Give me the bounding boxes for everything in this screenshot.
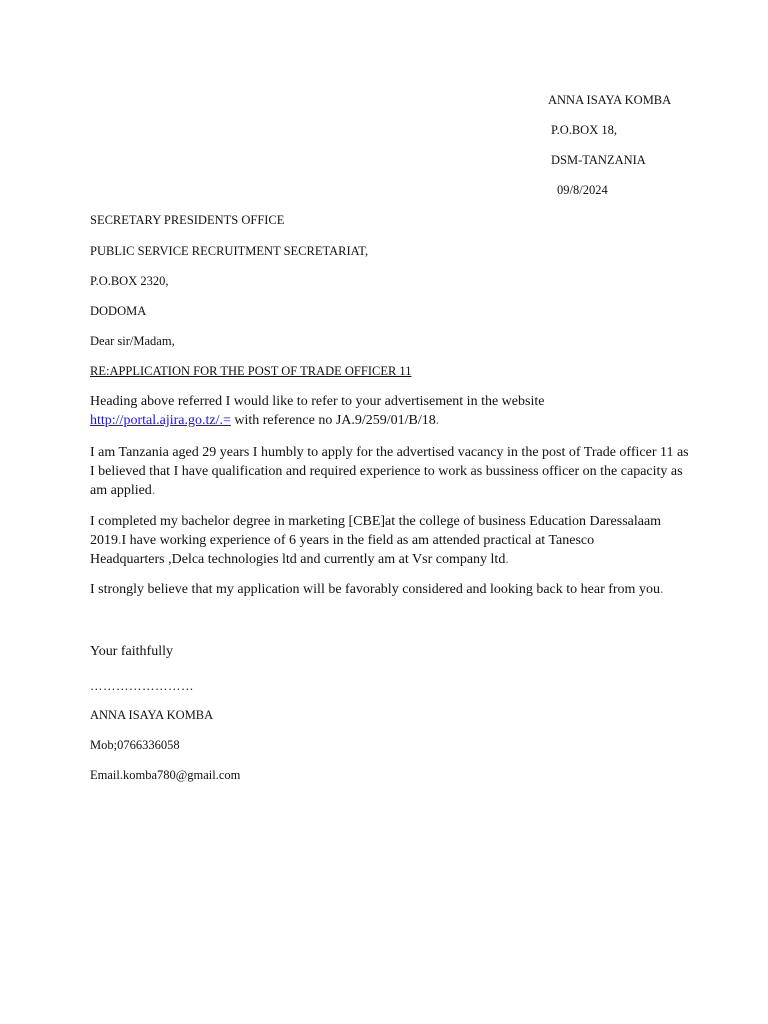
closing: Your faithfully [90, 644, 173, 659]
signature-name: ANNA ISAYA KOMBA [90, 708, 214, 722]
paragraph-3 [90, 512, 670, 569]
signature-mobile: Mob;0766336058 [90, 738, 180, 752]
paragraph-2 [90, 443, 690, 500]
portal-link[interactable]: http://portal.ajira.go.tz/.= [90, 413, 231, 428]
salutation: Dear sir/Madam, [90, 334, 175, 348]
recipient-city: DODOMA [90, 304, 147, 318]
sender-pobox: P.O.BOX 18, [551, 123, 617, 137]
paragraph-3-mid-period: . [118, 533, 122, 548]
paragraph-2-text: I am Tanzania aged 29 years I humbly to apply for the advertised vacancy in the post of Trade officer 11 as I believed that I have qualification and required experience to work as bussiness officer on the capacity as am applied [90, 445, 689, 498]
paragraph-1-reference: with reference no JA.9/259/01/B/18 [230, 413, 436, 428]
paragraph-3-period: . [505, 552, 509, 567]
recipient-line1: SECRETARY PRESIDENTS OFFICE [90, 213, 285, 227]
paragraph-3-text: I completed my bachelor degree in marketing [CBE]at the college of business Education Daressalaam 2019 [90, 514, 662, 548]
sender-name: ANNA ISAYA KOMBA [548, 93, 672, 107]
paragraph-4 [90, 580, 710, 599]
subject-line: RE:APPLICATION FOR THE POST OF TRADE OFFICER 11 [90, 364, 412, 378]
paragraph-4-text: I strongly believe that my application will be favorably considered and looking back to hear from you [90, 582, 660, 597]
paragraph-3-text2: I have working experience of 6 years in the field as am attended practical at Tanesco Headquarters ,Delca technologies ltd and currently am at Vsr company ltd [90, 533, 595, 567]
paragraph-2-period: . [151, 483, 156, 498]
signature-line: …………………… [90, 679, 194, 693]
paragraph-4-period: . [659, 582, 664, 597]
paragraph-1-text: Heading above referred I would like to refer to your advertisement in the website [90, 394, 545, 409]
recipient-line2: PUBLIC SERVICE RECRUITMENT SECRETARIAT, [90, 244, 369, 258]
signature-email: Email.komba780@gmail.com [90, 768, 241, 782]
letter-date: 09/8/2024 [557, 183, 608, 197]
paragraph-1-period: . [435, 413, 440, 428]
recipient-pobox: P.O.BOX 2320, [90, 274, 169, 288]
paragraph-1 [90, 392, 690, 430]
sender-city: DSM-TANZANIA [551, 153, 646, 167]
